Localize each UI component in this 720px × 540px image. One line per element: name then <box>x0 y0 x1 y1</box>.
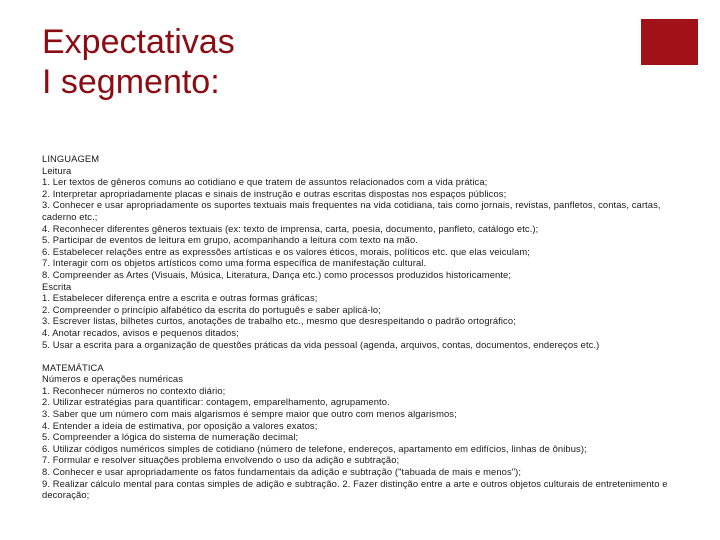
slide-title-line-1: Expectativas <box>42 23 235 61</box>
subsection-heading-leitura: Leitura <box>42 164 72 176</box>
content-body <box>42 153 692 501</box>
leitura-item: 7. Interagir com os objetos artísticos como uma forma específica de manifestação cultural. <box>42 257 427 269</box>
slide-title <box>42 22 235 102</box>
matematica-item: 5. Compreender a lógica do sistema de numeração decimal; <box>42 431 299 443</box>
matematica-item: 4. Entender a ideia de estimativa, por oposição a valores exatos; <box>42 419 318 431</box>
escrita-item: 4. Anotar recados, avisos e pequenos ditados; <box>42 326 239 338</box>
section-heading-linguagem: LINGUAGEM <box>42 153 100 164</box>
subsection-heading-numeros: Números e operações numéricas <box>42 373 183 385</box>
section-spacer <box>42 350 692 362</box>
matematica-item: 1. Reconhecer números no contexto diário; <box>42 384 226 396</box>
escrita-item: 1. Estabelecer diferença entre a escrita e outras formas gráficas; <box>42 292 318 304</box>
matematica-item: 8. Conhecer e usar apropriadamente os fatos fundamentais da adição e subtração ("tabuada de mais e menos"); <box>42 466 522 478</box>
leitura-item: 1. Ler textos de gêneros comuns ao cotidiano e que tratem de assuntos relacionados com a vida prática; <box>42 176 488 188</box>
subsection-heading-escrita: Escrita <box>42 280 72 292</box>
matematica-item: 2. Utilizar estratégias para quantificar: contagem, emparelhamento, agrupamento. <box>42 396 390 408</box>
leitura-item: 5. Participar de eventos de leitura em grupo, acompanhando a leitura com texto na mão. <box>42 234 419 246</box>
matematica-item: 9. Realizar cálculo mental para contas simples de adição e subtração. 2. Fazer distinção entre a arte e outros objetos culturais de entretenimento e decoração; <box>42 477 668 501</box>
section-heading-matematica: MATEMÁTICA <box>42 361 104 373</box>
matematica-item: 7. Formular e resolver situações problema envolvendo o uso da adição e subtração; <box>42 454 400 466</box>
leitura-item: 3. Conhecer e usar apropriadamente os suportes textuais mais frequentes na vida cotidiana, tais como jornais, revistas, panfletos, contas, cartas, caderno etc.; <box>42 199 661 222</box>
escrita-item: 2. Compreender o princípio alfabético da escrita do português e saber aplicá-lo; <box>42 303 381 315</box>
leitura-item: 2. Interpretar apropriadamente placas e sinais de instrução e outras escritas dispostas nos espaços públicos; <box>42 187 507 199</box>
leitura-item: 8. Compreender as Artes (Visuais, Música, Literatura, Dança etc.) como processos produzidos historicamente; <box>42 268 512 280</box>
accent-box <box>641 19 698 65</box>
leitura-item: 6. Estabelecer relações entre as expressões artísticas e os valores éticos, morais, políticos etc. que elas veiculam; <box>42 245 530 257</box>
leitura-item: 4. Reconhecer diferentes gêneros textuais (ex: texto de imprensa, carta, poesia, documento, panfleto, catálogo etc.); <box>42 222 539 234</box>
slide-title-line-2: I segmento: <box>42 63 220 101</box>
escrita-item: 3. Escrever listas, bilhetes curtos, anotações de trabalho etc., mesmo que desrespeitando o padrão ortográfico; <box>42 315 516 327</box>
escrita-item: 5. Usar a escrita para a organização de questões práticas da vida pessoal (agenda, arquivos, contas, documentos, endereços etc.) <box>42 338 600 350</box>
matematica-item: 6. Utilizar códigos numéricos simples de cotidiano (número de telefone, endereços, apartamento em edifícios, linhas de ônibus); <box>42 442 587 454</box>
matematica-item: 3. Saber que um número com mais algarismos é sempre maior que outro com menos algarismos; <box>42 408 457 420</box>
